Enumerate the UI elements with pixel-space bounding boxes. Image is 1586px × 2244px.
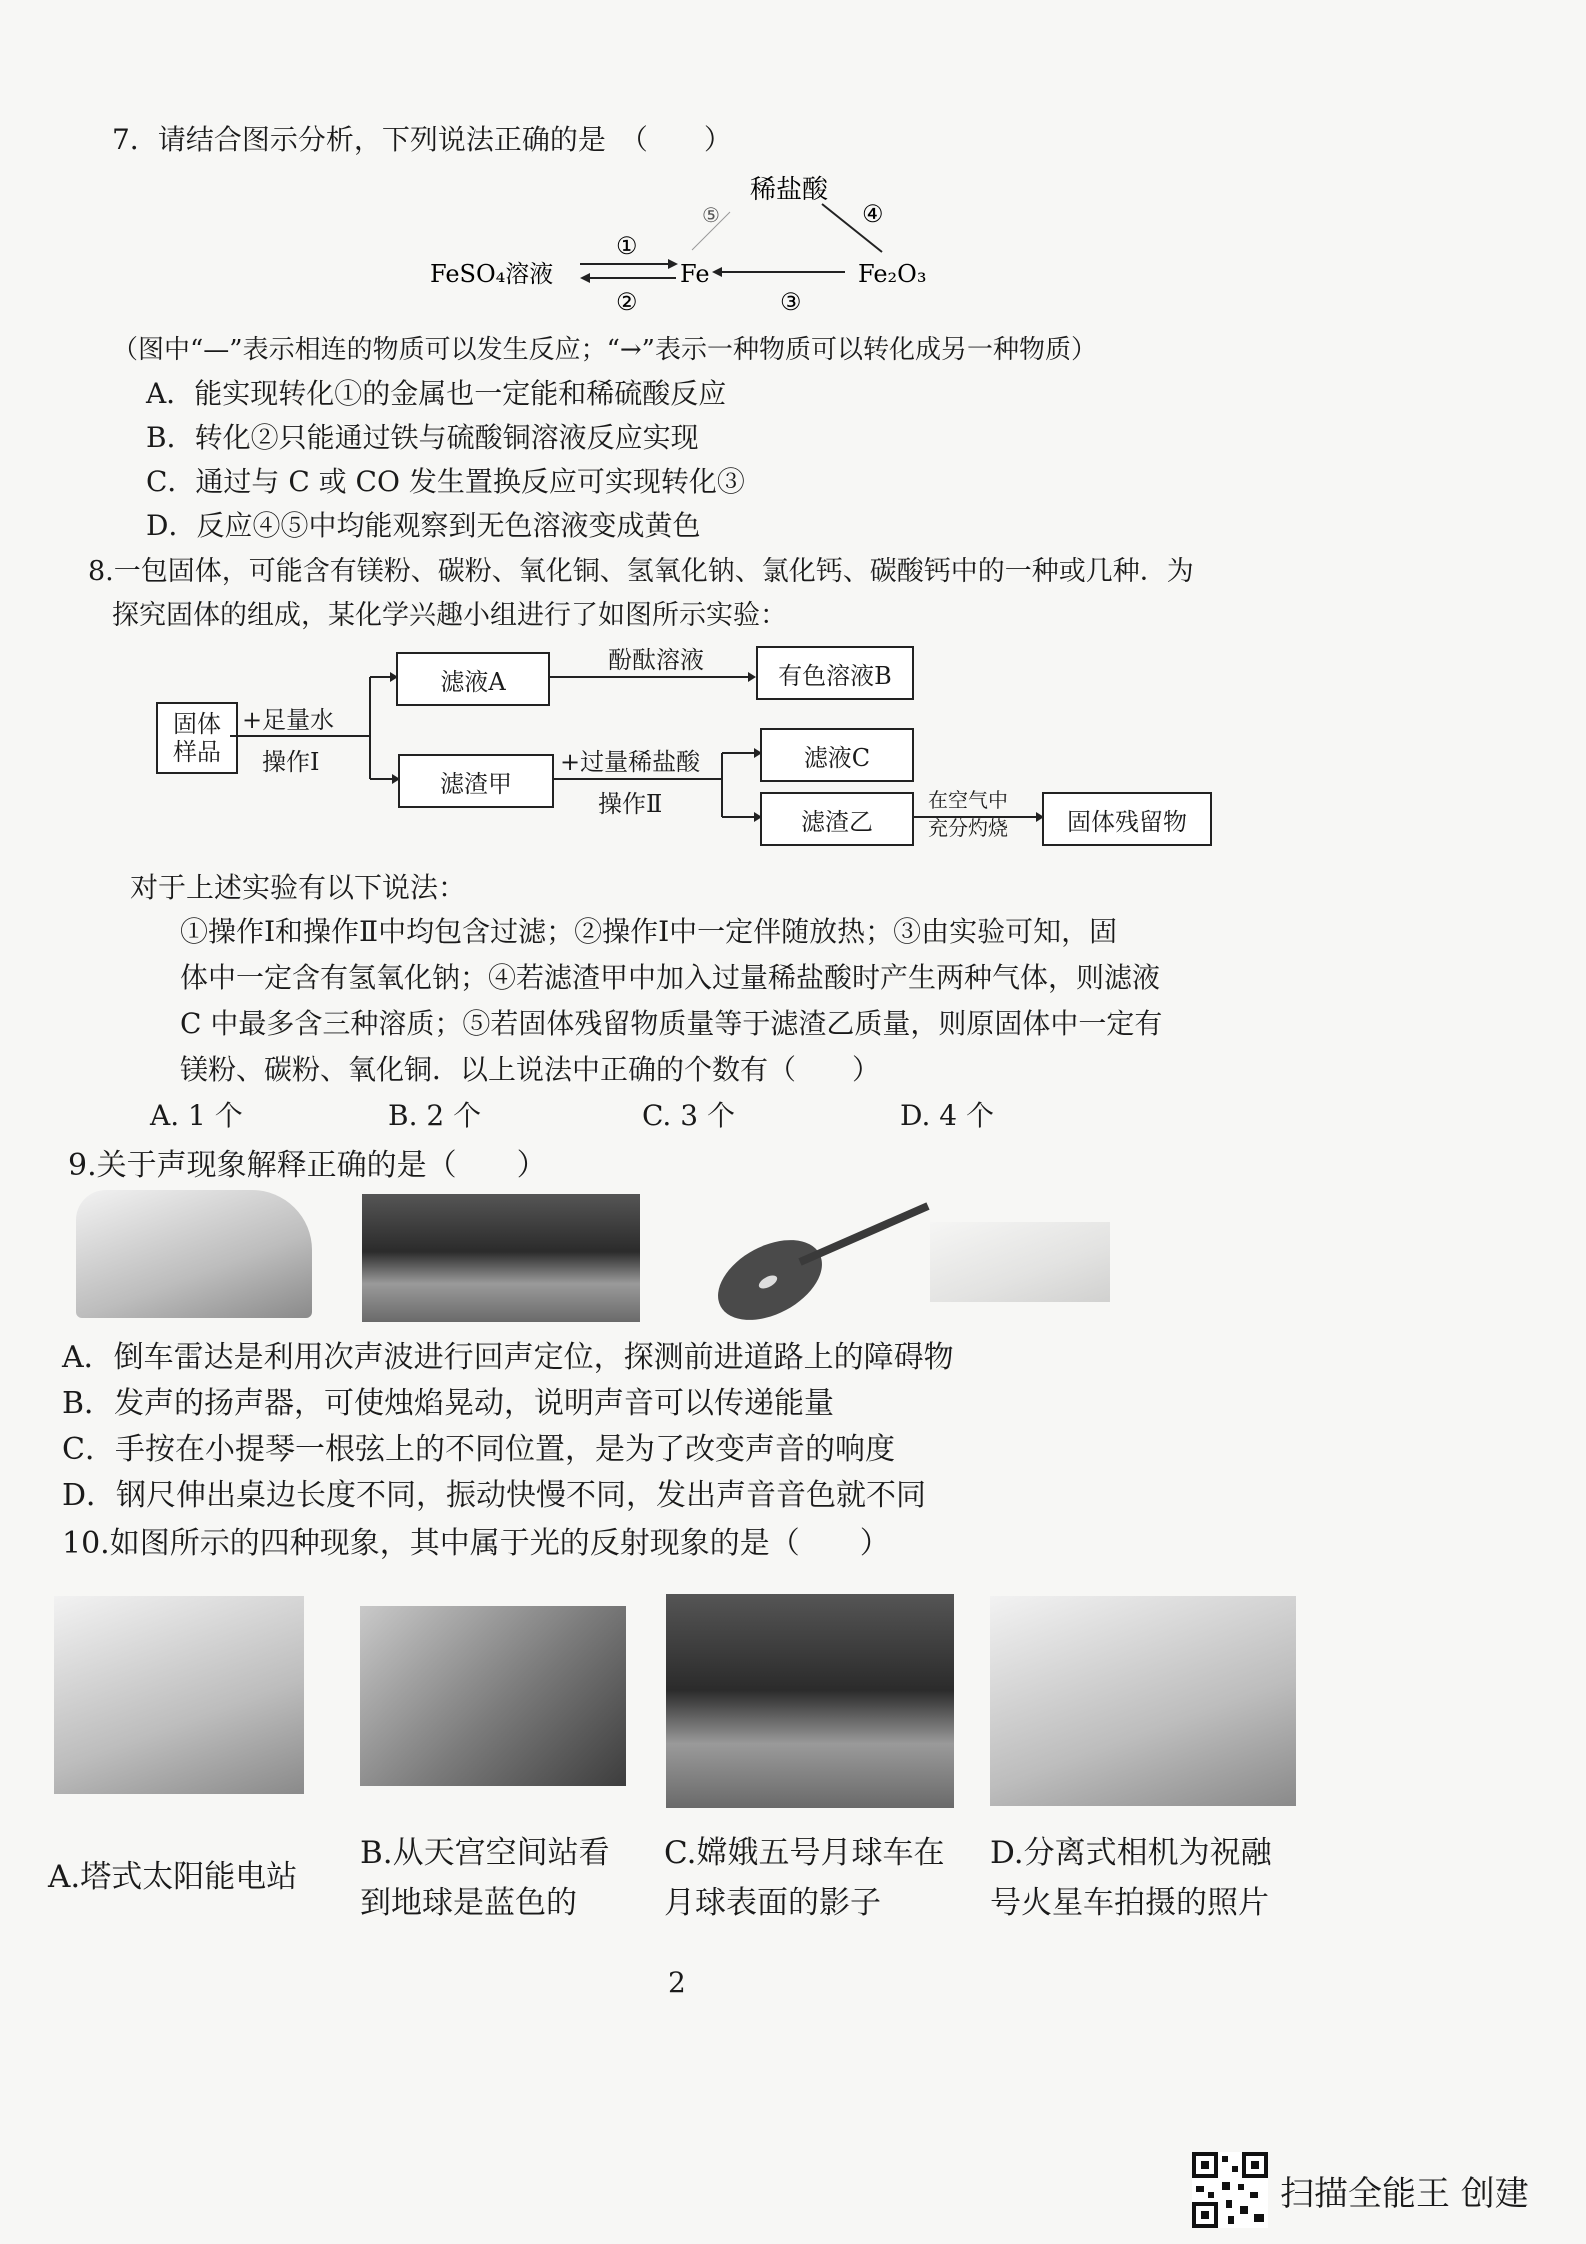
space-station-earth-image [360,1606,626,1786]
label-1: ① [616,232,638,260]
flow-residue-yi: 滤渣乙 [760,792,914,846]
flow-sample: 固体样品 [156,702,238,774]
q8-statement-line2: 体中一定含有氢氧化钠；④若滤渣甲中加入过量稀盐酸时产生两种气体，则滤液 [180,961,1161,994]
node-fe: Fe [680,260,710,288]
q10-stem: 10.如图所示的四种现象，其中属于光的反射现象的是（ ） [62,1526,890,1561]
flow-solid-residue: 固体残留物 [1042,792,1212,846]
q7-option-a: A．能实现转化①的金属也一定能和稀硫酸反应 [146,377,727,410]
q8-statements-intro: 对于上述实验有以下说法： [130,871,467,904]
q8-option-d: D. 4 个 [900,1099,994,1132]
steel-ruler-image [930,1222,1110,1302]
q8-stem-line2: 探究固体的组成，某化学兴趣小组进行了如图所示实验： [112,600,787,631]
reversing-radar-image [76,1190,312,1318]
q8-statement-line4: 镁粉、碳粉、氧化铜．以上说法中正确的个数有（ ） [180,1053,881,1086]
q10-caption-a: A.塔式太阳能电站 [48,1859,298,1895]
flow-op2: 操作Ⅱ [598,790,663,818]
solar-tower-image [54,1596,304,1794]
scanner-watermark: 扫描全能王 创建 [1280,2174,1529,2214]
flow-filtrate-c: 滤液C [760,728,914,782]
flow-filtrate-a: 滤液A [396,652,550,706]
q7-option-b: B．转化②只能通过铁与硫酸铜溶液反应实现 [146,421,699,454]
chang-e-rover-image [666,1594,954,1808]
flow-add-hcl: +过量稀盐酸 [560,748,701,776]
page-number: 2 [668,1966,686,1999]
q9-option-d: D．钢尺伸出桌边长度不同，振动快慢不同，发出声音音色就不同 [62,1478,927,1513]
q8-statement-line1: ①操作Ⅰ和操作Ⅱ中均包含过滤；②操作Ⅰ中一定伴随放热；③由实验可知，固 [180,915,1118,948]
violin-image [690,1196,940,1324]
q7-option-c: C．通过与 C 或 CO 发生置换反应可实现转化③ [146,465,745,498]
label-2: ② [616,288,638,316]
q8-option-a: A. 1 个 [150,1099,243,1132]
q8-statement-line3: C 中最多含三种溶质；⑤若固体残留物质量等于滤渣乙质量，则原固体中一定有 [180,1007,1163,1040]
flow-add-water: +足量水 [242,706,335,734]
q7-option-d: D．反应④⑤中均能观察到无色溶液变成黄色 [146,509,701,542]
label-5: ⑤ [702,203,720,227]
q7-stem: 7．请结合图示分析，下列说法正确的是 （ ） [112,123,732,156]
speaker-candle-image [362,1194,640,1322]
node-fe2o3: Fe₂O₃ [858,260,927,288]
label-3: ③ [780,288,802,316]
flow-op1: 操作Ⅰ [262,748,320,776]
flow-burn-in-air: 在空气中充分灼烧 [928,788,1008,840]
flow-arrows [0,0,1586,900]
q10-caption-c: C.嫦娥五号月球车在月球表面的影子 [664,1835,945,1921]
q10-caption-d: D.分离式相机为祝融号火星车拍摄的照片 [990,1835,1272,1921]
q8-stem-line1: 8.一包固体，可能含有镁粉、碳粉、氧化铜、氢氧化钠、氯化钙、碳酸钙中的一种或几种．为 [88,556,1194,587]
q9-option-b: B．发声的扬声器，可使烛焰晃动，说明声音可以传递能量 [62,1386,835,1421]
q7-note: （图中“—”表示相连的物质可以发生反应；“→”表示一种物质可以转化成另一种物质） [112,335,1097,365]
flow-phenolphthalein: 酚酞溶液 [608,646,704,674]
qr-code-icon [1192,2152,1268,2228]
q9-option-c: C．手按在小提琴一根弦上的不同位置，是为了改变声音的响度 [62,1432,895,1467]
q8-option-b: B. 2 个 [388,1099,482,1132]
q9-stem: 9.关于声现象解释正确的是（ ） [68,1148,547,1183]
q9-option-a: A．倒车雷达是利用次声波进行回声定位，探测前进道路上的障碍物 [62,1340,954,1375]
zhurong-rover-image [990,1596,1296,1806]
node-dilute-hcl: 稀盐酸 [750,175,829,205]
label-4: ④ [862,200,884,228]
q10-caption-b: B.从天宫空间站看到地球是蓝色的 [360,1835,610,1921]
flow-residue-jia: 滤渣甲 [398,754,554,808]
node-feso4: FeSO₄溶液 [430,260,554,288]
q8-option-c: C. 3 个 [642,1099,735,1132]
flow-colored-solution-b: 有色溶液B [756,646,914,700]
